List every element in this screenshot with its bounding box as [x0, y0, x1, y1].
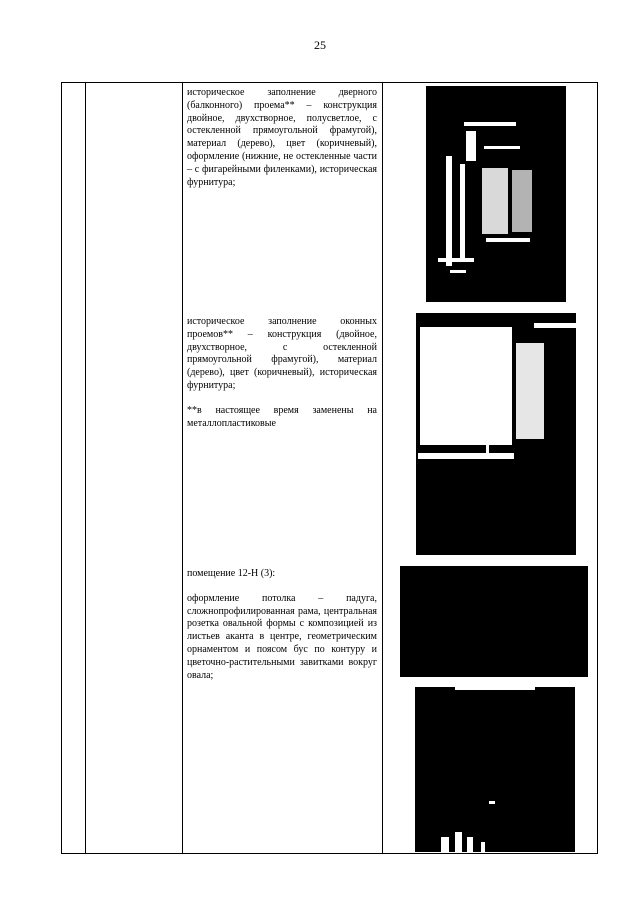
page-number: 25 — [314, 38, 326, 52]
column-divider-1 — [85, 83, 86, 853]
photo-windows — [416, 313, 576, 555]
windows-note-text: **в настоящее время заменены на металлопластиковые — [187, 404, 377, 429]
description-room — [187, 568, 377, 682]
photo-ceiling — [400, 566, 588, 677]
door-description-text: историческое заполнение дверного (балконного) проема** – конструкция двойное, двухстворное, полусветлое, с остекленной прямоугольной фрамугой), материал (дерево), цвет (коричневый), оформление (нижние, не остекленные части – с фигарейными филенками), историческая фурнитура; — [187, 87, 377, 188]
description-door — [187, 87, 377, 189]
windows-description-text: историческое заполнение оконных проемов** – конструкция (двойное, двухстворное, с остекленной прямоугольной фрамугой), материал (дерево), цвет (коричневый), историческая фурнитура; — [187, 316, 377, 391]
description-windows — [187, 316, 377, 430]
monument-table — [61, 82, 598, 854]
ceiling-description-text: оформление потолка – падуга, сложнопрофилированная рама, центральная розетка овальной формы с композицией из листьев аканта в центре, геометрическим орнаментом и поясом бус по контуру и цветочно-растительными завитками вокруг овала; — [187, 592, 377, 681]
room-title: помещение 12-Н (3): — [187, 568, 276, 579]
column-divider-2 — [182, 83, 183, 853]
column-divider-3 — [382, 83, 383, 853]
photo-ceiling-detail — [415, 687, 575, 852]
photo-balcony-door — [426, 86, 566, 302]
